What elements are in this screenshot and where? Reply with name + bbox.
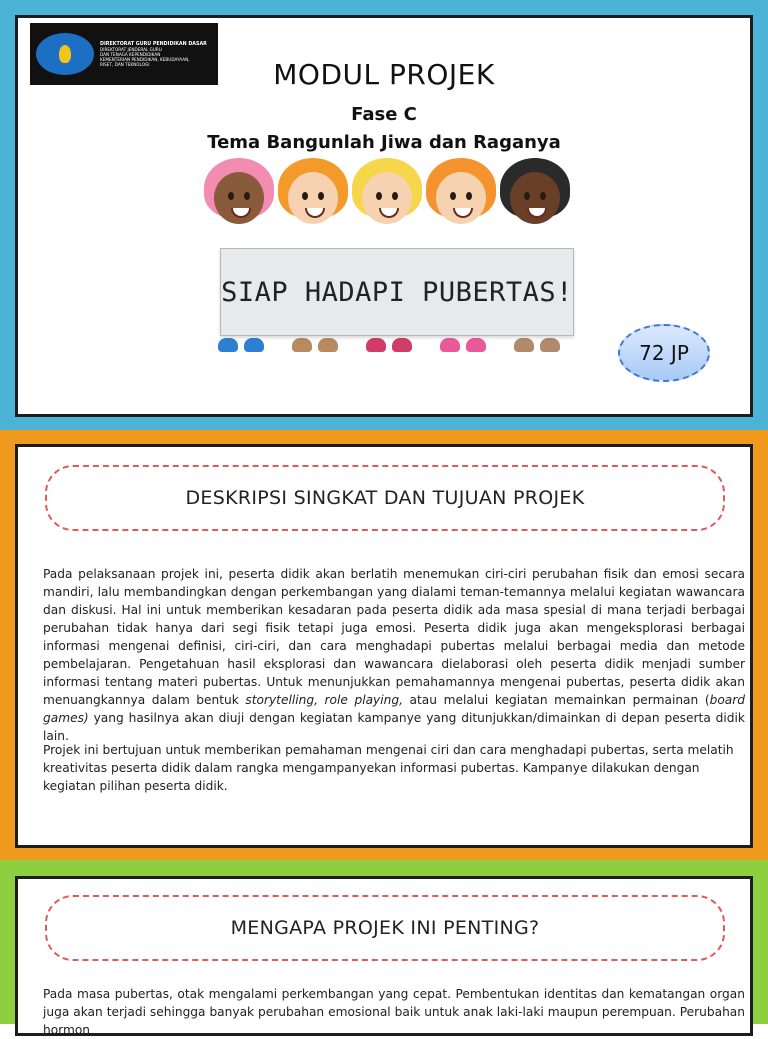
logo-line: DIREKTORAT GURU PENDIDIKAN DASAR (100, 41, 207, 47)
lesson-hours-label: 72 JP (639, 341, 689, 365)
section-heading: MENGAPA PROJEK INI PENTING? (230, 917, 540, 939)
section-heading-box (45, 465, 725, 531)
goal-paragraph: Projek ini bertujuan untuk memberikan pemahaman mengenai ciri dan cara menghadapi pubertas, serta melatih kreativitas peserta didik dalam rangka mengampanyekan informasi pubertas. Kampanye dilakukan dengan kegiatan pilihan peserta didik. (43, 743, 734, 793)
logo-line: DIREKTORAT JENDERAL GURU (100, 46, 162, 52)
section-heading: DESKRIPSI SINGKAT DAN TUJUAN PROJEK (185, 487, 585, 509)
paragraph-italic-text: storytelling, role playing, (245, 693, 403, 707)
description-card (15, 444, 753, 848)
logo-line: KEMENTERIAN PENDIDIKAN, KEBUDAYAAN, (100, 56, 190, 62)
children-illustration (204, 152, 576, 352)
importance-card (15, 876, 753, 1036)
paragraph-text: atau melalui kegiatan memainkan permainan ( (402, 693, 710, 707)
phase-label: Fase C (351, 104, 417, 125)
sign-board (220, 248, 574, 336)
theme-label: Tema Bangunlah Jiwa dan Raganya (207, 132, 561, 153)
cover-card (15, 15, 753, 417)
paragraph-italic-text: board games) (43, 693, 745, 725)
logo-line: DAN TENAGA KEPENDIDIKAN (100, 51, 161, 57)
sign-text: SIAP HADAPI PUBERTAS! (221, 276, 573, 308)
logo-line: RISET, DAN TEKNOLOGI (100, 61, 150, 67)
paragraph-text: yang hasilnya akan diuji dengan kegiatan kampanye yang ditunjukkan/dimainkan di depan peserta didik lain. (43, 711, 745, 743)
section-heading-box (45, 895, 725, 961)
importance-paragraph: Pada masa pubertas, otak mengalami perkembangan yang cepat. Pembentukan identitas dan kematangan organ juga akan terjadi sehingga banyak perubahan emosional baik untuk anak laki-laki maupun perempuan. Perubahan hormon (43, 987, 745, 1037)
description-paragraph (43, 565, 745, 745)
paragraph-text: Pada pelaksanaan projek ini, peserta didik akan berlatih menemukan ciri-ciri perubahan fisik dan emosi secara mandiri, lalu membandingkan dengan perkembangan yang dialami teman-temannya melalui kegiatan wawancara dan diskusi. Hal ini untuk memberikan kesadaran pada peserta didik ada masa spesial di mana terjadi berbagai perubahan tidak hanya dari segi fisik tetapi juga emosi. Peserta didik juga akan mengeksplorasi berbagai informasi mengenai definisi, ciri-ciri, dan cara menghadapi pubertas melalui berbagai media dan metode pembelajaran. Pengetahuan hasil eksplorasi dan wawancara dielaborasi oleh peserta didik menjadi sumber informasi tentang materi pubertas. Untuk menunjukkan pemahamannya mengenai pubertas, peserta didik akan menuangkannya dalam bentuk (43, 567, 745, 707)
module-title: MODUL PROJEK (273, 58, 495, 91)
lesson-hours-badge (618, 324, 710, 382)
